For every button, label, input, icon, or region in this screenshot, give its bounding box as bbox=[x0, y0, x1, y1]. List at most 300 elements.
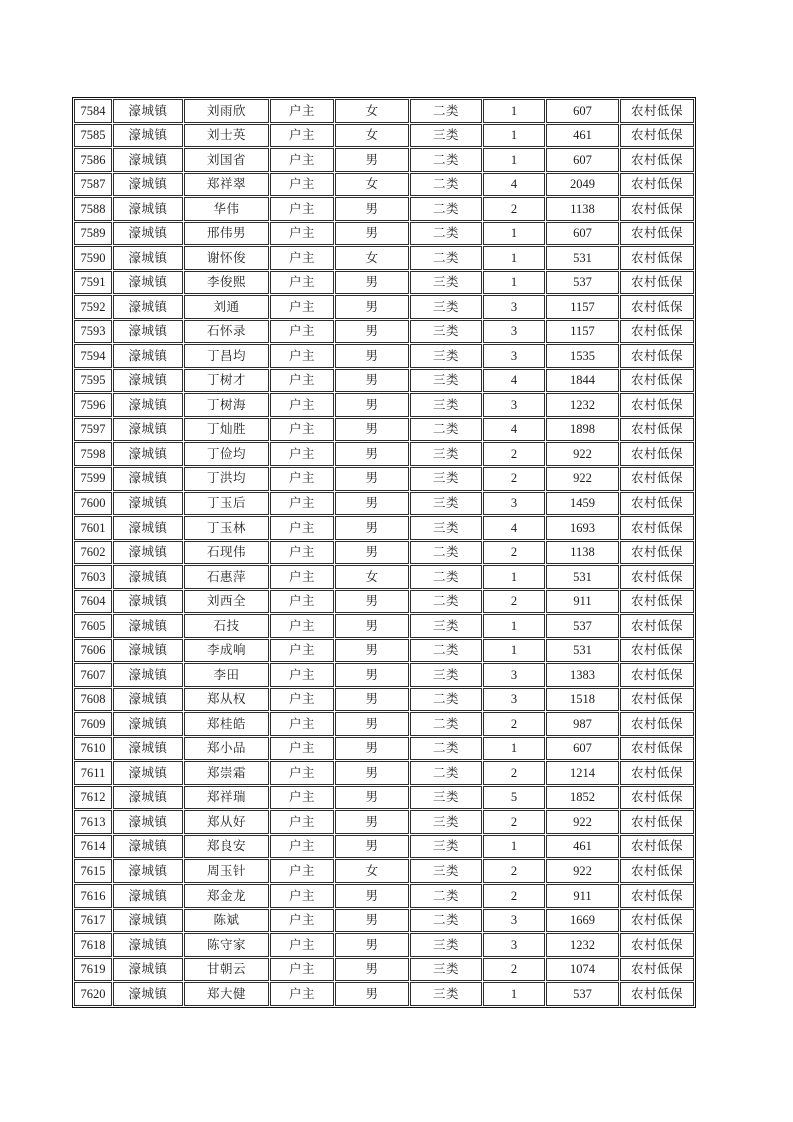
cell-household-size: 1 bbox=[483, 982, 545, 1006]
table-row bbox=[74, 810, 694, 834]
cell-category: 二类 bbox=[410, 222, 482, 246]
cell-benefit-type: 农村低保 bbox=[620, 737, 694, 761]
table-row bbox=[74, 369, 694, 393]
cell-amount: 461 bbox=[546, 835, 619, 859]
cell-amount: 922 bbox=[546, 859, 619, 883]
cell-serial-number: 7596 bbox=[74, 393, 112, 417]
cell-household-relation: 户主 bbox=[270, 492, 334, 516]
cell-amount: 1232 bbox=[546, 393, 619, 417]
cell-town: 濠城镇 bbox=[113, 761, 183, 785]
cell-person-name: 郑崇霜 bbox=[184, 761, 269, 785]
cell-household-relation: 户主 bbox=[270, 418, 334, 442]
cell-person-name: 郑良安 bbox=[184, 835, 269, 859]
cell-town: 濠城镇 bbox=[113, 393, 183, 417]
cell-amount: 461 bbox=[546, 124, 619, 148]
cell-household-size: 3 bbox=[483, 320, 545, 344]
cell-person-name: 石怀录 bbox=[184, 320, 269, 344]
cell-household-size: 2 bbox=[483, 590, 545, 614]
cell-gender: 男 bbox=[335, 909, 409, 933]
cell-town: 濠城镇 bbox=[113, 909, 183, 933]
cell-amount: 1459 bbox=[546, 492, 619, 516]
cell-household-size: 2 bbox=[483, 467, 545, 491]
cell-town: 濠城镇 bbox=[113, 859, 183, 883]
cell-town: 濠城镇 bbox=[113, 565, 183, 589]
cell-gender: 男 bbox=[335, 148, 409, 172]
cell-town: 濠城镇 bbox=[113, 614, 183, 638]
cell-amount: 911 bbox=[546, 884, 619, 908]
cell-category: 二类 bbox=[410, 761, 482, 785]
cell-serial-number: 7592 bbox=[74, 295, 112, 319]
cell-amount: 531 bbox=[546, 639, 619, 663]
cell-gender: 男 bbox=[335, 810, 409, 834]
table-row bbox=[74, 786, 694, 810]
cell-household-size: 1 bbox=[483, 246, 545, 270]
cell-town: 濠城镇 bbox=[113, 197, 183, 221]
table-row bbox=[74, 933, 694, 957]
table-row bbox=[74, 418, 694, 442]
cell-household-size: 2 bbox=[483, 859, 545, 883]
cell-category: 二类 bbox=[410, 909, 482, 933]
cell-serial-number: 7600 bbox=[74, 492, 112, 516]
cell-town: 濠城镇 bbox=[113, 124, 183, 148]
cell-person-name: 李田 bbox=[184, 663, 269, 687]
cell-person-name: 丁昌均 bbox=[184, 344, 269, 368]
cell-category: 三类 bbox=[410, 467, 482, 491]
cell-person-name: 石惠萍 bbox=[184, 565, 269, 589]
cell-amount: 1898 bbox=[546, 418, 619, 442]
cell-category: 三类 bbox=[410, 369, 482, 393]
cell-person-name: 刘西全 bbox=[184, 590, 269, 614]
cell-serial-number: 7615 bbox=[74, 859, 112, 883]
cell-benefit-type: 农村低保 bbox=[620, 835, 694, 859]
table-row bbox=[74, 565, 694, 589]
cell-category: 二类 bbox=[410, 197, 482, 221]
cell-person-name: 丁玉后 bbox=[184, 492, 269, 516]
cell-person-name: 刘国省 bbox=[184, 148, 269, 172]
cell-benefit-type: 农村低保 bbox=[620, 442, 694, 466]
cell-town: 濠城镇 bbox=[113, 639, 183, 663]
cell-town: 濠城镇 bbox=[113, 148, 183, 172]
cell-benefit-type: 农村低保 bbox=[620, 590, 694, 614]
cell-household-size: 2 bbox=[483, 197, 545, 221]
cell-gender: 男 bbox=[335, 516, 409, 540]
cell-amount: 607 bbox=[546, 737, 619, 761]
cell-benefit-type: 农村低保 bbox=[620, 418, 694, 442]
cell-person-name: 华伟 bbox=[184, 197, 269, 221]
cell-town: 濠城镇 bbox=[113, 344, 183, 368]
cell-benefit-type: 农村低保 bbox=[620, 492, 694, 516]
cell-household-relation: 户主 bbox=[270, 982, 334, 1006]
table-row bbox=[74, 222, 694, 246]
table-row bbox=[74, 859, 694, 883]
cell-amount: 911 bbox=[546, 590, 619, 614]
cell-category: 二类 bbox=[410, 148, 482, 172]
cell-town: 濠城镇 bbox=[113, 958, 183, 982]
cell-benefit-type: 农村低保 bbox=[620, 295, 694, 319]
cell-gender: 男 bbox=[335, 320, 409, 344]
table-row bbox=[74, 884, 694, 908]
cell-gender: 男 bbox=[335, 271, 409, 295]
cell-household-size: 1 bbox=[483, 271, 545, 295]
cell-town: 濠城镇 bbox=[113, 418, 183, 442]
cell-household-relation: 户主 bbox=[270, 99, 334, 123]
cell-gender: 男 bbox=[335, 222, 409, 246]
cell-town: 濠城镇 bbox=[113, 590, 183, 614]
cell-amount: 537 bbox=[546, 614, 619, 638]
cell-amount: 537 bbox=[546, 982, 619, 1006]
cell-category: 二类 bbox=[410, 173, 482, 197]
cell-town: 濠城镇 bbox=[113, 982, 183, 1006]
cell-gender: 男 bbox=[335, 688, 409, 712]
cell-household-size: 2 bbox=[483, 958, 545, 982]
cell-person-name: 李成响 bbox=[184, 639, 269, 663]
cell-person-name: 郑小品 bbox=[184, 737, 269, 761]
cell-benefit-type: 农村低保 bbox=[620, 197, 694, 221]
cell-category: 三类 bbox=[410, 344, 482, 368]
cell-household-relation: 户主 bbox=[270, 271, 334, 295]
cell-household-size: 4 bbox=[483, 516, 545, 540]
cell-household-relation: 户主 bbox=[270, 958, 334, 982]
cell-category: 二类 bbox=[410, 688, 482, 712]
table-row bbox=[74, 124, 694, 148]
cell-amount: 1518 bbox=[546, 688, 619, 712]
cell-benefit-type: 农村低保 bbox=[620, 810, 694, 834]
cell-town: 濠城镇 bbox=[113, 246, 183, 270]
cell-amount: 1138 bbox=[546, 197, 619, 221]
cell-person-name: 丁玉林 bbox=[184, 516, 269, 540]
cell-serial-number: 7612 bbox=[74, 786, 112, 810]
cell-serial-number: 7585 bbox=[74, 124, 112, 148]
cell-household-relation: 户主 bbox=[270, 222, 334, 246]
cell-category: 三类 bbox=[410, 786, 482, 810]
table-row bbox=[74, 344, 694, 368]
table-row bbox=[74, 639, 694, 663]
cell-benefit-type: 农村低保 bbox=[620, 320, 694, 344]
cell-gender: 男 bbox=[335, 418, 409, 442]
cell-household-relation: 户主 bbox=[270, 246, 334, 270]
table-row bbox=[74, 909, 694, 933]
cell-category: 二类 bbox=[410, 418, 482, 442]
cell-gender: 男 bbox=[335, 467, 409, 491]
cell-category: 三类 bbox=[410, 810, 482, 834]
cell-benefit-type: 农村低保 bbox=[620, 541, 694, 565]
cell-household-relation: 户主 bbox=[270, 467, 334, 491]
cell-household-size: 3 bbox=[483, 295, 545, 319]
table-row bbox=[74, 246, 694, 270]
cell-household-size: 3 bbox=[483, 344, 545, 368]
cell-person-name: 邢伟男 bbox=[184, 222, 269, 246]
cell-category: 三类 bbox=[410, 982, 482, 1006]
table-row bbox=[74, 173, 694, 197]
cell-amount: 1232 bbox=[546, 933, 619, 957]
cell-household-size: 2 bbox=[483, 541, 545, 565]
cell-household-size: 4 bbox=[483, 369, 545, 393]
cell-benefit-type: 农村低保 bbox=[620, 516, 694, 540]
cell-household-relation: 户主 bbox=[270, 197, 334, 221]
cell-benefit-type: 农村低保 bbox=[620, 271, 694, 295]
cell-benefit-type: 农村低保 bbox=[620, 173, 694, 197]
cell-household-relation: 户主 bbox=[270, 933, 334, 957]
cell-town: 濠城镇 bbox=[113, 320, 183, 344]
cell-person-name: 郑大健 bbox=[184, 982, 269, 1006]
cell-category: 二类 bbox=[410, 884, 482, 908]
cell-town: 濠城镇 bbox=[113, 810, 183, 834]
welfare-records-table bbox=[72, 97, 696, 1008]
cell-amount: 607 bbox=[546, 99, 619, 123]
cell-gender: 女 bbox=[335, 173, 409, 197]
cell-household-relation: 户主 bbox=[270, 173, 334, 197]
cell-amount: 1157 bbox=[546, 295, 619, 319]
cell-serial-number: 7601 bbox=[74, 516, 112, 540]
cell-serial-number: 7611 bbox=[74, 761, 112, 785]
cell-serial-number: 7597 bbox=[74, 418, 112, 442]
table-row bbox=[74, 99, 694, 123]
cell-benefit-type: 农村低保 bbox=[620, 712, 694, 736]
cell-amount: 537 bbox=[546, 271, 619, 295]
cell-person-name: 刘通 bbox=[184, 295, 269, 319]
cell-gender: 男 bbox=[335, 663, 409, 687]
cell-household-size: 1 bbox=[483, 124, 545, 148]
table-row bbox=[74, 712, 694, 736]
table-row bbox=[74, 320, 694, 344]
cell-household-relation: 户主 bbox=[270, 859, 334, 883]
cell-gender: 男 bbox=[335, 295, 409, 319]
cell-category: 三类 bbox=[410, 295, 482, 319]
table-row bbox=[74, 737, 694, 761]
cell-town: 濠城镇 bbox=[113, 222, 183, 246]
cell-household-size: 2 bbox=[483, 712, 545, 736]
table-body bbox=[74, 99, 694, 1006]
cell-gender: 男 bbox=[335, 958, 409, 982]
cell-amount: 1138 bbox=[546, 541, 619, 565]
cell-person-name: 郑祥翠 bbox=[184, 173, 269, 197]
cell-household-size: 3 bbox=[483, 663, 545, 687]
cell-person-name: 刘雨欣 bbox=[184, 99, 269, 123]
table-row bbox=[74, 982, 694, 1006]
cell-serial-number: 7590 bbox=[74, 246, 112, 270]
cell-town: 濠城镇 bbox=[113, 933, 183, 957]
cell-person-name: 李俊熙 bbox=[184, 271, 269, 295]
cell-category: 三类 bbox=[410, 320, 482, 344]
cell-household-relation: 户主 bbox=[270, 369, 334, 393]
cell-town: 濠城镇 bbox=[113, 663, 183, 687]
cell-category: 二类 bbox=[410, 712, 482, 736]
cell-benefit-type: 农村低保 bbox=[620, 565, 694, 589]
cell-benefit-type: 农村低保 bbox=[620, 99, 694, 123]
cell-household-size: 3 bbox=[483, 393, 545, 417]
cell-town: 濠城镇 bbox=[113, 786, 183, 810]
cell-amount: 1852 bbox=[546, 786, 619, 810]
cell-category: 二类 bbox=[410, 99, 482, 123]
table-row bbox=[74, 393, 694, 417]
cell-benefit-type: 农村低保 bbox=[620, 688, 694, 712]
cell-amount: 922 bbox=[546, 442, 619, 466]
cell-category: 三类 bbox=[410, 124, 482, 148]
cell-serial-number: 7619 bbox=[74, 958, 112, 982]
cell-gender: 男 bbox=[335, 933, 409, 957]
cell-household-relation: 户主 bbox=[270, 590, 334, 614]
cell-serial-number: 7613 bbox=[74, 810, 112, 834]
cell-benefit-type: 农村低保 bbox=[620, 761, 694, 785]
cell-gender: 男 bbox=[335, 590, 409, 614]
table-row bbox=[74, 761, 694, 785]
cell-amount: 922 bbox=[546, 467, 619, 491]
cell-person-name: 郑金龙 bbox=[184, 884, 269, 908]
cell-serial-number: 7603 bbox=[74, 565, 112, 589]
cell-category: 三类 bbox=[410, 859, 482, 883]
table-row bbox=[74, 295, 694, 319]
cell-category: 三类 bbox=[410, 958, 482, 982]
cell-category: 三类 bbox=[410, 442, 482, 466]
cell-gender: 男 bbox=[335, 982, 409, 1006]
cell-benefit-type: 农村低保 bbox=[620, 933, 694, 957]
cell-benefit-type: 农村低保 bbox=[620, 467, 694, 491]
cell-category: 三类 bbox=[410, 393, 482, 417]
cell-household-size: 1 bbox=[483, 737, 545, 761]
cell-gender: 男 bbox=[335, 884, 409, 908]
cell-town: 濠城镇 bbox=[113, 442, 183, 466]
cell-gender: 男 bbox=[335, 344, 409, 368]
cell-town: 濠城镇 bbox=[113, 173, 183, 197]
cell-household-size: 3 bbox=[483, 492, 545, 516]
cell-household-size: 4 bbox=[483, 173, 545, 197]
cell-benefit-type: 农村低保 bbox=[620, 393, 694, 417]
cell-category: 三类 bbox=[410, 614, 482, 638]
cell-person-name: 丁树才 bbox=[184, 369, 269, 393]
cell-household-relation: 户主 bbox=[270, 516, 334, 540]
table-row bbox=[74, 590, 694, 614]
cell-benefit-type: 农村低保 bbox=[620, 246, 694, 270]
cell-serial-number: 7617 bbox=[74, 909, 112, 933]
cell-amount: 531 bbox=[546, 246, 619, 270]
cell-household-relation: 户主 bbox=[270, 761, 334, 785]
cell-category: 三类 bbox=[410, 933, 482, 957]
cell-gender: 男 bbox=[335, 541, 409, 565]
table-row bbox=[74, 492, 694, 516]
cell-benefit-type: 农村低保 bbox=[620, 786, 694, 810]
cell-amount: 531 bbox=[546, 565, 619, 589]
cell-serial-number: 7607 bbox=[74, 663, 112, 687]
table-row bbox=[74, 835, 694, 859]
cell-household-relation: 户主 bbox=[270, 810, 334, 834]
cell-amount: 1669 bbox=[546, 909, 619, 933]
cell-benefit-type: 农村低保 bbox=[620, 884, 694, 908]
cell-amount: 987 bbox=[546, 712, 619, 736]
cell-household-size: 3 bbox=[483, 688, 545, 712]
cell-amount: 922 bbox=[546, 810, 619, 834]
cell-household-size: 2 bbox=[483, 761, 545, 785]
cell-category: 二类 bbox=[410, 639, 482, 663]
cell-category: 三类 bbox=[410, 271, 482, 295]
cell-household-size: 3 bbox=[483, 909, 545, 933]
table-row bbox=[74, 688, 694, 712]
cell-household-relation: 户主 bbox=[270, 614, 334, 638]
cell-benefit-type: 农村低保 bbox=[620, 369, 694, 393]
cell-benefit-type: 农村低保 bbox=[620, 958, 694, 982]
cell-category: 二类 bbox=[410, 246, 482, 270]
cell-household-relation: 户主 bbox=[270, 320, 334, 344]
cell-benefit-type: 农村低保 bbox=[620, 344, 694, 368]
cell-gender: 男 bbox=[335, 737, 409, 761]
cell-household-relation: 户主 bbox=[270, 295, 334, 319]
cell-category: 二类 bbox=[410, 541, 482, 565]
cell-person-name: 丁洪均 bbox=[184, 467, 269, 491]
cell-category: 二类 bbox=[410, 565, 482, 589]
cell-serial-number: 7606 bbox=[74, 639, 112, 663]
table-row bbox=[74, 442, 694, 466]
cell-gender: 女 bbox=[335, 565, 409, 589]
cell-town: 濠城镇 bbox=[113, 467, 183, 491]
cell-household-relation: 户主 bbox=[270, 148, 334, 172]
cell-household-size: 1 bbox=[483, 565, 545, 589]
cell-gender: 女 bbox=[335, 859, 409, 883]
cell-gender: 男 bbox=[335, 835, 409, 859]
cell-amount: 1535 bbox=[546, 344, 619, 368]
cell-serial-number: 7609 bbox=[74, 712, 112, 736]
cell-household-size: 2 bbox=[483, 442, 545, 466]
cell-serial-number: 7584 bbox=[74, 99, 112, 123]
table-row bbox=[74, 467, 694, 491]
cell-town: 濠城镇 bbox=[113, 492, 183, 516]
cell-gender: 女 bbox=[335, 246, 409, 270]
cell-town: 濠城镇 bbox=[113, 737, 183, 761]
cell-serial-number: 7589 bbox=[74, 222, 112, 246]
cell-benefit-type: 农村低保 bbox=[620, 663, 694, 687]
cell-gender: 男 bbox=[335, 761, 409, 785]
cell-person-name: 谢怀俊 bbox=[184, 246, 269, 270]
cell-category: 三类 bbox=[410, 663, 482, 687]
cell-gender: 男 bbox=[335, 786, 409, 810]
cell-amount: 2049 bbox=[546, 173, 619, 197]
cell-benefit-type: 农村低保 bbox=[620, 124, 694, 148]
cell-amount: 1844 bbox=[546, 369, 619, 393]
cell-category: 二类 bbox=[410, 590, 482, 614]
cell-person-name: 丁树海 bbox=[184, 393, 269, 417]
cell-person-name: 郑从权 bbox=[184, 688, 269, 712]
cell-household-size: 4 bbox=[483, 418, 545, 442]
cell-benefit-type: 农村低保 bbox=[620, 909, 694, 933]
cell-person-name: 丁灿胜 bbox=[184, 418, 269, 442]
cell-household-relation: 户主 bbox=[270, 541, 334, 565]
cell-benefit-type: 农村低保 bbox=[620, 614, 694, 638]
cell-town: 濠城镇 bbox=[113, 271, 183, 295]
cell-serial-number: 7595 bbox=[74, 369, 112, 393]
cell-gender: 男 bbox=[335, 492, 409, 516]
table-row bbox=[74, 958, 694, 982]
cell-household-relation: 户主 bbox=[270, 663, 334, 687]
cell-serial-number: 7599 bbox=[74, 467, 112, 491]
cell-serial-number: 7604 bbox=[74, 590, 112, 614]
cell-category: 三类 bbox=[410, 492, 482, 516]
cell-gender: 男 bbox=[335, 639, 409, 663]
cell-town: 濠城镇 bbox=[113, 516, 183, 540]
cell-household-size: 1 bbox=[483, 99, 545, 123]
cell-person-name: 陈斌 bbox=[184, 909, 269, 933]
cell-person-name: 郑祥瑞 bbox=[184, 786, 269, 810]
cell-household-relation: 户主 bbox=[270, 124, 334, 148]
cell-benefit-type: 农村低保 bbox=[620, 982, 694, 1006]
cell-serial-number: 7614 bbox=[74, 835, 112, 859]
cell-household-relation: 户主 bbox=[270, 565, 334, 589]
cell-town: 濠城镇 bbox=[113, 884, 183, 908]
cell-serial-number: 7587 bbox=[74, 173, 112, 197]
cell-town: 濠城镇 bbox=[113, 541, 183, 565]
cell-serial-number: 7593 bbox=[74, 320, 112, 344]
cell-household-relation: 户主 bbox=[270, 712, 334, 736]
cell-serial-number: 7594 bbox=[74, 344, 112, 368]
cell-amount: 1074 bbox=[546, 958, 619, 982]
table-row bbox=[74, 516, 694, 540]
